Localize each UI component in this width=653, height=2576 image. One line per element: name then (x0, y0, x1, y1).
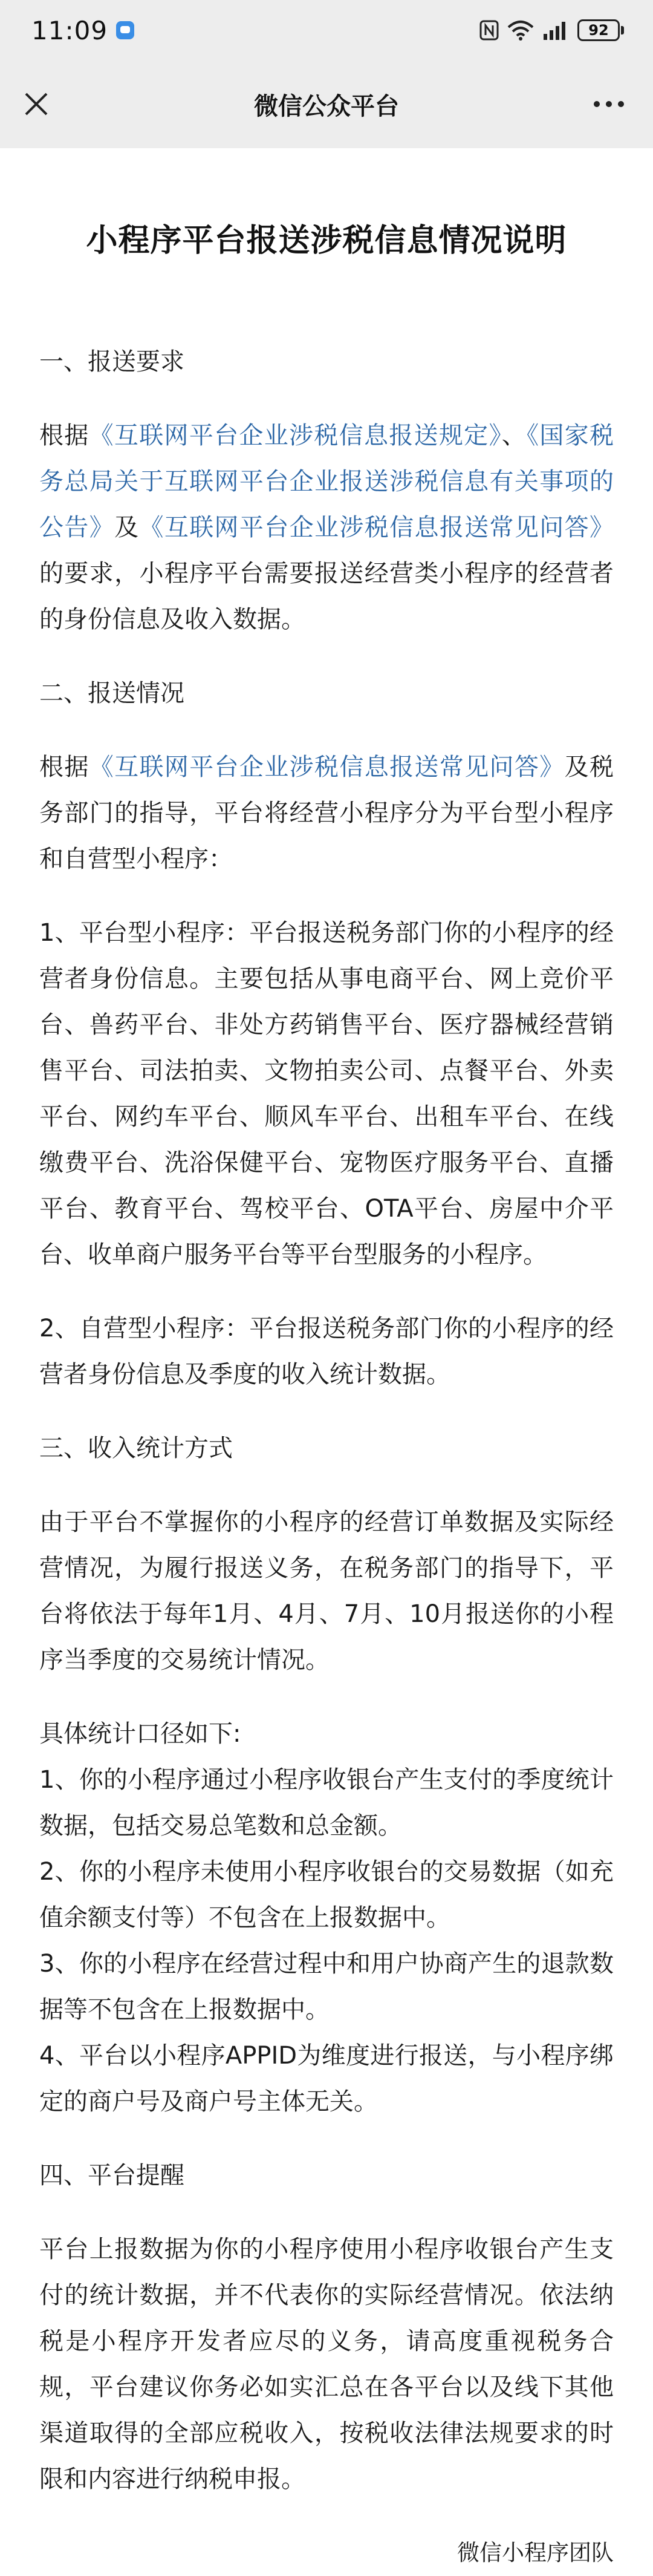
section-3-paragraph-1: 由于平台不掌握你的小程序的经营订单数据及实际经营情况，为履行报送义务，在税务部门的指导下，平台将依法于每年1月、4月、7月、10月报送你的小程序当季度的交易统计情况。 (39, 1508, 614, 1674)
battery-cap (621, 26, 624, 34)
battery-indicator (577, 19, 624, 41)
nfc-icon (479, 20, 499, 41)
nav-title: 微信公众平台 (254, 93, 399, 120)
close-icon (24, 91, 49, 117)
article-content (0, 148, 653, 2576)
section-2-paragraph-2: 1、平台型小程序：平台报送税务部门你的小程序的经营者身份信息。主要包括从事电商平台、网上竞价平台、兽药平台、非处方药销售平台、医疗器械经营销售平台、司法拍卖、文物拍卖公司、点餐平台、外卖平台、网约车平台、顺风车平台、出租车平台、在线缴费平台、洗浴保健平台、宠物医疗服务平台、直播平台、教育平台、驾校平台、OTA平台、房屋中介平台、收单商户服务平台等平台型服务的小程序。 (39, 919, 614, 1269)
regulation-link[interactable]: 《互联网平台企业涉税信息报送规定》 (89, 422, 502, 449)
more-icon-dot (618, 101, 624, 107)
text: 、 (501, 422, 527, 449)
wifi-icon (507, 20, 534, 41)
signal-icon (542, 21, 569, 40)
close-button[interactable] (18, 86, 54, 122)
article-title: 小程序平台报送涉税信息情况说明 (86, 223, 567, 259)
text: 及税务部门的指导，平台将经营小程序分为平台型小程序和自营型小程序： (39, 753, 614, 873)
text: 根据 (39, 422, 89, 449)
list-intro: 具体统计口径如下: (39, 1720, 241, 1748)
chat-notification-icon (116, 21, 134, 39)
section-heading-4: 四、平台提醒 (39, 2162, 184, 2189)
nav-bar (0, 60, 653, 148)
section-2-paragraph-1 (39, 744, 614, 882)
status-right (479, 19, 624, 41)
text: 的要求，小程序平台需要报送经营类小程序的经营者的身份信息及收入数据。 (39, 560, 614, 633)
signature: 微信小程序团队 (457, 2540, 614, 2566)
announcement-link[interactable]: 《国家税务总局关于互联网平台企业报送涉税信息有关事项的公告》 (39, 422, 614, 541)
section-heading-3: 三、收入统计方式 (39, 1434, 233, 1462)
status-left (31, 16, 134, 45)
faq-link[interactable]: 《互联网平台企业涉税信息报送常见问答》 (139, 514, 614, 541)
section-heading-2: 二、报送情况 (39, 679, 184, 707)
battery-level: 92 (577, 19, 620, 41)
list-item: 4、平台以小程序APPID为维度进行报送，与小程序绑定的商户号及商户号主体无关。 (39, 2042, 614, 2116)
section-2-paragraph-3: 2、自营型小程序：平台报送税务部门你的小程序的经营者身份信息及季度的收入统计数据。 (39, 1315, 614, 1388)
text: 根据 (39, 753, 89, 781)
text: 及 (114, 514, 140, 541)
list-item: 2、你的小程序未使用小程序收银台的交易数据（如充值余额支付等）不包含在上报数据中。 (39, 1858, 614, 1932)
list-item: 3、你的小程序在经营过程中和用户协商产生的退款数据等不包含在上报数据中。 (39, 1950, 614, 2024)
more-icon (594, 101, 600, 107)
section-1-paragraph (39, 413, 614, 642)
section-heading-1: 一、报送要求 (39, 348, 184, 376)
status-time: 11:09 (31, 15, 108, 45)
more-icon-dot (606, 101, 612, 107)
faq-link[interactable]: 《互联网平台企业涉税信息报送常见问答》 (89, 753, 565, 781)
status-bar (0, 0, 653, 60)
more-button[interactable] (588, 86, 630, 122)
statistics-list (39, 1711, 614, 2125)
section-4-paragraph-1: 平台上报数据为你的小程序使用小程序收银台产生支付的统计数据，并不代表你的实际经营情况。依法纳税是小程序开发者应尽的义务，请高度重视税务合规，平台建议你务必如实汇总在各平台以及线下其他渠道取得的全部应税收入，按税收法律法规要求的时限和内容进行纳税申报。 (39, 2235, 614, 2493)
list-item: 1、你的小程序通过小程序收银台产生支付的季度统计数据，包括交易总笔数和总金额。 (39, 1766, 614, 1840)
